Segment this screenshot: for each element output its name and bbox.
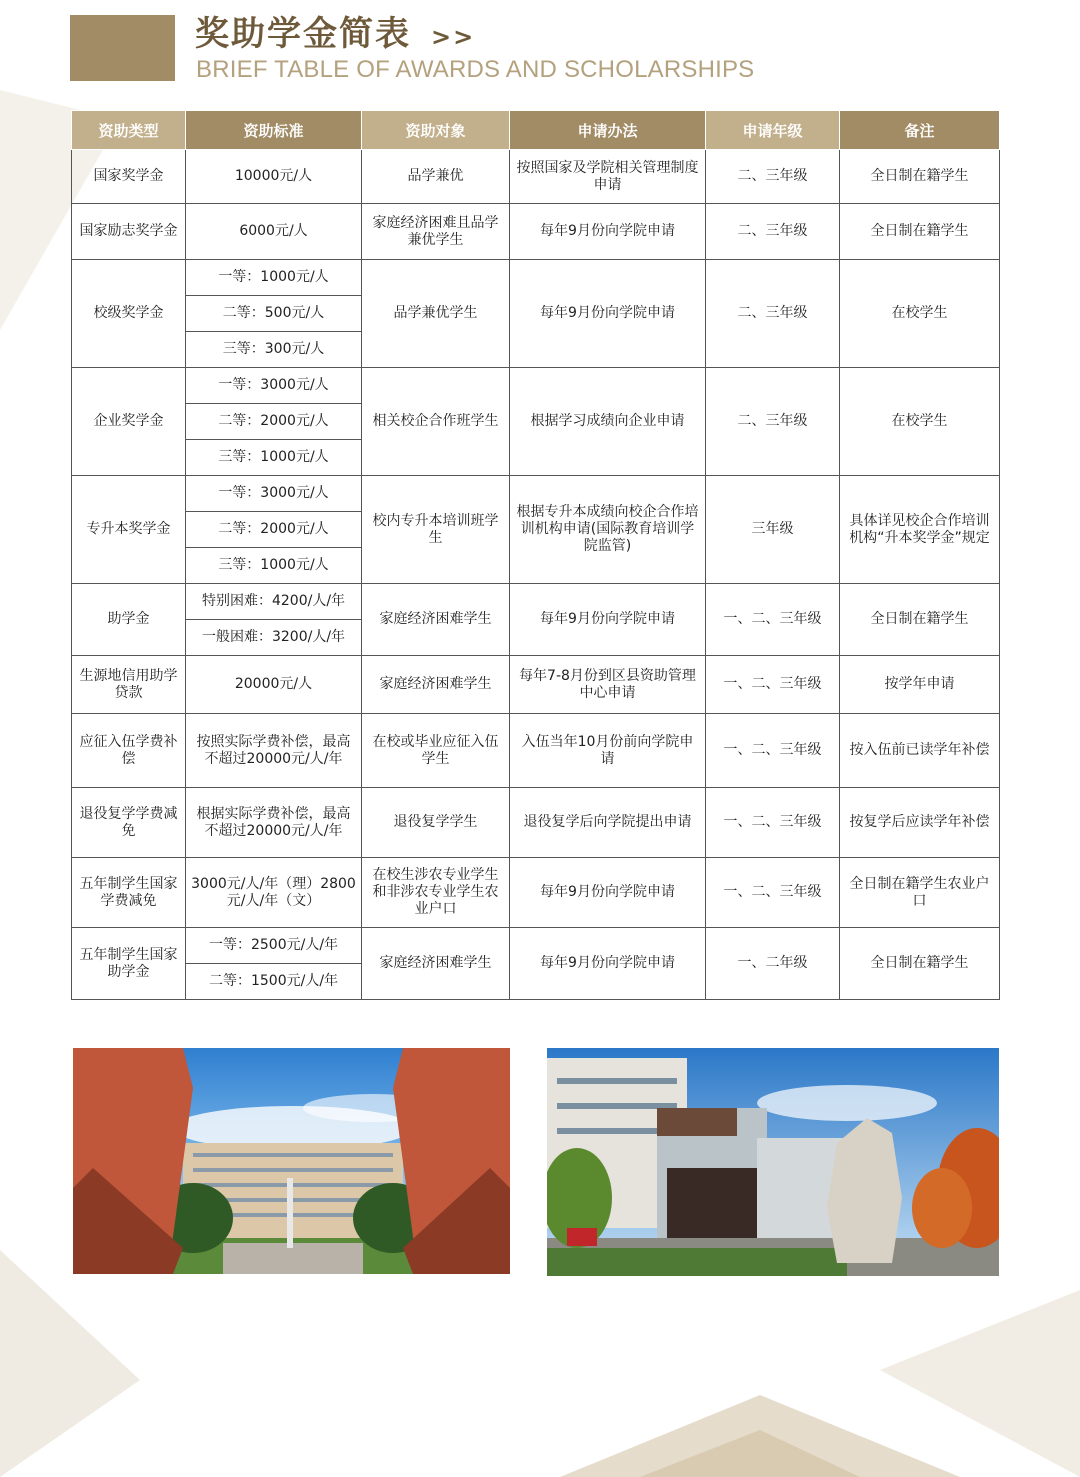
title-arrow: >> — [431, 23, 476, 51]
cell-note: 全日制在籍学生 — [840, 204, 1000, 260]
table-row — [72, 858, 1000, 928]
column-header: 资助类型 — [72, 111, 186, 150]
cell-method: 每年9月份向学院申请 — [510, 858, 706, 928]
column-header: 资助对象 — [362, 111, 510, 150]
cell-type: 退役复学学费减免 — [72, 788, 186, 858]
cell-standard: 20000元/人 — [186, 656, 362, 714]
cell-target: 在校或毕业应征入伍学生 — [362, 714, 510, 788]
awards-table — [71, 110, 1000, 1000]
cell-type: 国家奖学金 — [72, 150, 186, 204]
cell-type: 企业奖学金 — [72, 368, 186, 476]
cell-grade: 二、三年级 — [706, 204, 840, 260]
cell-note: 按学年申请 — [840, 656, 1000, 714]
cell-method: 每年9月份向学院申请 — [510, 204, 706, 260]
campus-photo-right — [547, 1048, 999, 1276]
cell-method: 每年9月份向学院申请 — [510, 584, 706, 656]
cell-type: 五年制学生国家助学金 — [72, 928, 186, 1000]
cell-note: 全日制在籍学生农业户口 — [840, 858, 1000, 928]
page-subtitle-en: BRIEF TABLE OF AWARDS AND SCHOLARSHIPS — [196, 56, 755, 83]
cell-grade: 二、三年级 — [706, 150, 840, 204]
cell-standard: 一等：3000元/人 — [186, 368, 362, 404]
title-zh: 奖助学金简表 — [195, 14, 411, 54]
table-row — [72, 476, 1000, 512]
cell-note: 在校学生 — [840, 260, 1000, 368]
cell-standard: 特别困难：4200/人/年 — [186, 584, 362, 620]
cell-note: 全日制在籍学生 — [840, 584, 1000, 656]
cell-type: 助学金 — [72, 584, 186, 656]
cell-type: 生源地信用助学贷款 — [72, 656, 186, 714]
table-row — [72, 788, 1000, 858]
cell-standard: 二等：500元/人 — [186, 296, 362, 332]
table-row — [72, 656, 1000, 714]
cell-standard: 3000元/人/年（理）2800元/人/年（文） — [186, 858, 362, 928]
cell-target: 品学兼优学生 — [362, 260, 510, 368]
cell-method: 入伍当年10月份前向学院申请 — [510, 714, 706, 788]
table-row — [72, 260, 1000, 296]
table-row — [72, 584, 1000, 620]
cell-grade: 二、三年级 — [706, 260, 840, 368]
cell-standard: 二等：2000元/人 — [186, 404, 362, 440]
cell-standard: 6000元/人 — [186, 204, 362, 260]
cell-method: 根据学习成绩向企业申请 — [510, 368, 706, 476]
cell-standard: 三等：1000元/人 — [186, 440, 362, 476]
cell-type: 专升本奖学金 — [72, 476, 186, 584]
cell-grade: 一、二、三年级 — [706, 788, 840, 858]
cell-target: 相关校企合作班学生 — [362, 368, 510, 476]
cell-method: 退役复学后向学院提出申请 — [510, 788, 706, 858]
cell-target: 在校生涉农专业学生和非涉农专业学生农业户口 — [362, 858, 510, 928]
cell-grade: 一、二、三年级 — [706, 584, 840, 656]
table-row — [72, 928, 1000, 964]
cell-standard: 一般困难：3200/人/年 — [186, 620, 362, 656]
table-row — [72, 150, 1000, 204]
cell-target: 家庭经济困难学生 — [362, 584, 510, 656]
cell-target: 品学兼优 — [362, 150, 510, 204]
table-row — [72, 714, 1000, 788]
cell-target: 家庭经济困难学生 — [362, 928, 510, 1000]
cell-type: 国家励志奖学金 — [72, 204, 186, 260]
cell-standard: 二等：2000元/人 — [186, 512, 362, 548]
table-row — [72, 204, 1000, 260]
cell-standard: 二等：1500元/人/年 — [186, 964, 362, 1000]
cell-method: 按照国家及学院相关管理制度申请 — [510, 150, 706, 204]
cell-grade: 二、三年级 — [706, 368, 840, 476]
cell-note: 按复学后应读学年补偿 — [840, 788, 1000, 858]
cell-note: 按入伍前已读学年补偿 — [840, 714, 1000, 788]
cell-grade: 三年级 — [706, 476, 840, 584]
cell-target: 校内专升本培训班学生 — [362, 476, 510, 584]
cell-note: 具体详见校企合作培训机构“升本奖学金”规定 — [840, 476, 1000, 584]
cell-method: 根据专升本成绩向校企合作培训机构申请(国际教育培训学院监管) — [510, 476, 706, 584]
cell-standard: 按照实际学费补偿，最高不超过20000元/人/年 — [186, 714, 362, 788]
column-header: 申请办法 — [510, 111, 706, 150]
page-title — [195, 12, 475, 59]
cell-grade: 一、二、三年级 — [706, 714, 840, 788]
table-header-row — [72, 111, 1000, 150]
cell-target: 退役复学学生 — [362, 788, 510, 858]
cell-target: 家庭经济困难且品学兼优学生 — [362, 204, 510, 260]
cell-target: 家庭经济困难学生 — [362, 656, 510, 714]
cell-note: 全日制在籍学生 — [840, 928, 1000, 1000]
cell-type: 校级奖学金 — [72, 260, 186, 368]
cell-method: 每年9月份向学院申请 — [510, 928, 706, 1000]
cell-standard: 根据实际学费补偿，最高不超过20000元/人/年 — [186, 788, 362, 858]
cell-grade: 一、二年级 — [706, 928, 840, 1000]
cell-note: 全日制在籍学生 — [840, 150, 1000, 204]
campus-photo-left — [73, 1048, 510, 1274]
column-header: 申请年级 — [706, 111, 840, 150]
table-row — [72, 368, 1000, 404]
column-header: 备注 — [840, 111, 1000, 150]
cell-grade: 一、二、三年级 — [706, 858, 840, 928]
cell-grade: 一、二、三年级 — [706, 656, 840, 714]
cell-method: 每年7-8月份到区县资助管理中心申请 — [510, 656, 706, 714]
cell-standard: 一等：1000元/人 — [186, 260, 362, 296]
cell-standard: 一等：3000元/人 — [186, 476, 362, 512]
cell-standard: 10000元/人 — [186, 150, 362, 204]
cell-standard: 三等：300元/人 — [186, 332, 362, 368]
cell-standard: 一等：2500元/人/年 — [186, 928, 362, 964]
cell-note: 在校学生 — [840, 368, 1000, 476]
cell-standard: 三等：1000元/人 — [186, 548, 362, 584]
cell-type: 五年制学生国家学费减免 — [72, 858, 186, 928]
cell-method: 每年9月份向学院申请 — [510, 260, 706, 368]
header-color-block — [70, 15, 175, 81]
column-header: 资助标准 — [186, 111, 362, 150]
cell-type: 应征入伍学费补偿 — [72, 714, 186, 788]
